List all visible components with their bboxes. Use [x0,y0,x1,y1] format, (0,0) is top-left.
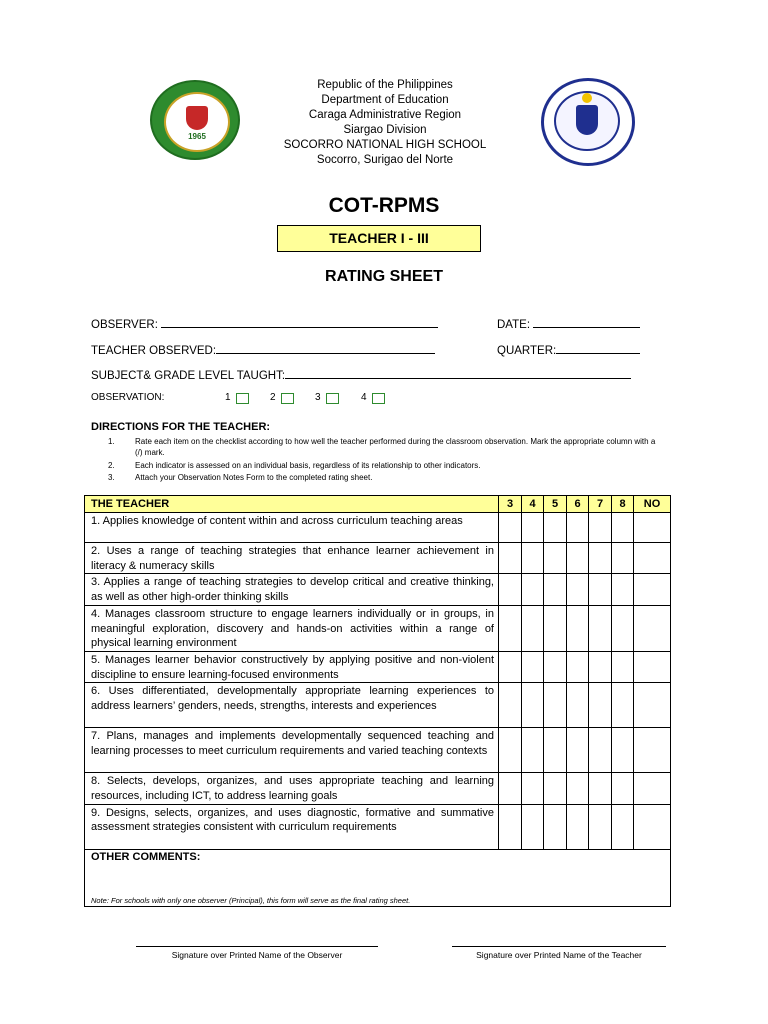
rating-cell[interactable] [634,513,671,543]
rating-cell[interactable] [634,574,671,605]
date-label: DATE: [497,319,531,331]
rating-cell[interactable] [612,513,634,543]
observer-signature-label: Signature over Printed Name of the Observer [171,950,343,960]
subject-line[interactable] [285,367,631,379]
school-seal-shield-icon [186,106,208,130]
indicator-text: 4. Manages classroom structure to engage learners individually or in groups, in meaningful exploration, discovery and hands-on activities within a range of physical learning environment [85,605,499,651]
table-row [85,543,671,574]
table-row [85,605,671,651]
rating-cell[interactable] [544,513,567,543]
rating-cell[interactable] [634,543,671,574]
observation-checkbox-4[interactable] [372,393,385,404]
header-division: Siargao Division [343,124,427,136]
quarter-line[interactable] [556,342,640,354]
rating-cell[interactable] [589,605,612,651]
indicator-text: 5. Manages learner behavior constructively by applying positive and non-violent discipline to ensure learning-focused environments [85,651,499,682]
column-header-4: 4 [522,496,544,513]
rating-cell[interactable] [567,804,589,849]
comments-row [85,849,671,906]
rating-cell[interactable] [634,651,671,682]
rating-cell[interactable] [544,651,567,682]
rating-cell[interactable] [522,804,544,849]
rating-cell[interactable] [612,683,634,728]
rating-cell[interactable] [522,605,544,651]
rating-cell[interactable] [544,728,567,773]
rating-cell[interactable] [499,728,522,773]
date-field[interactable] [497,316,640,331]
rating-cell[interactable] [612,543,634,574]
table-row [85,728,671,773]
indicator-text: 2. Uses a range of teaching strategies that enhance learner achievement in literacy & numeracy skills [85,543,499,574]
observation-label: OBSERVATION: [91,392,165,403]
direction-number: 3. [108,473,115,482]
rating-cell[interactable] [612,804,634,849]
comments-label: OTHER COMMENTS: [91,850,201,863]
direction-number: 1. [108,437,115,446]
rating-cell[interactable] [589,543,612,574]
rating-sheet-title: RATING SHEET [325,268,443,285]
rating-cell[interactable] [612,773,634,804]
rating-cell[interactable] [589,651,612,682]
teacher-signature-label: Signature over Printed Name of the Teacher [476,950,642,960]
indicator-text: 9. Designs, selects, organizes, and uses diagnostic, formative and summative assessment strategies consistent with curriculum requirements [85,804,499,849]
rating-cell[interactable] [544,574,567,605]
rating-cell[interactable] [589,683,612,728]
observer-line[interactable] [161,316,438,328]
rating-cell[interactable] [567,683,589,728]
rating-cell[interactable] [522,543,544,574]
teacher-level-box: TEACHER I - III [277,225,481,252]
rating-cell[interactable] [589,804,612,849]
column-header-8: 8 [612,496,634,513]
deped-seal-icon [541,78,635,166]
rating-cell[interactable] [522,513,544,543]
observation-option-2-label: 2 [270,392,276,403]
indicator-text: 7. Plans, manages and implements developmentally sequenced teaching and learning processes to meet curriculum requirements and varied teaching contexts [85,728,499,773]
observation-option-1-label: 1 [225,392,231,403]
comments-cell[interactable] [85,849,671,906]
table-row [85,651,671,682]
direction-text: Rate each item on the checklist according to how well the teacher performed during the classroom observation. Mark the appropriate column with a (/) mark. [135,437,656,457]
subject-label: SUBJECT& GRADE LEVEL TAUGHT: [91,370,286,382]
header-department: Department of Education [321,94,449,106]
rating-cell[interactable] [567,651,589,682]
rating-cell[interactable] [544,683,567,728]
observation-checkbox-2[interactable] [281,393,294,404]
rating-cell[interactable] [567,773,589,804]
header-school: SOCORRO NATIONAL HIGH SCHOOL [283,139,487,151]
column-header-7: 7 [589,496,612,513]
school-seal-year: 1965 [188,132,206,141]
rating-cell[interactable] [634,773,671,804]
observer-label: OBSERVER: [91,319,158,331]
indicator-text: 6. Uses differentiated, developmentally appropriate learning experiences to address learners’ genders, needs, strengths, interests and experiences [85,683,499,728]
rating-cell[interactable] [567,513,589,543]
indicator-text: 3. Applies a range of teaching strategies to develop critical and creative thinking, as well as other high-order thinking skills [85,574,499,605]
quarter-label: QUARTER: [497,345,557,357]
table-row [85,574,671,605]
teacher-observed-line[interactable] [216,342,435,354]
rating-cell[interactable] [499,513,522,543]
direction-text: Each indicator is assessed on an individual basis, regardless of its relationship to other indicators. [135,461,481,470]
column-header-no: NO [634,496,671,513]
deped-seal-sun-icon [582,93,592,103]
column-header-6: 6 [567,496,589,513]
observation-checkbox-1[interactable] [236,393,249,404]
rating-cell[interactable] [544,804,567,849]
rating-cell[interactable] [544,605,567,651]
indicator-text: 8. Selects, develops, organizes, and uses appropriate teaching and learning resources, including ICT, to address learning goals [85,773,499,804]
rating-cell[interactable] [589,728,612,773]
indicator-text: 1. Applies knowledge of content within and across curriculum teaching areas [85,513,499,543]
teacher-column-header: THE TEACHER [85,496,499,513]
rating-cell[interactable] [589,773,612,804]
header-region: Caraga Administrative Region [308,109,462,121]
table-row [85,804,671,849]
table-row [85,683,671,728]
rating-cell[interactable] [567,605,589,651]
subject-field[interactable] [91,367,631,382]
rating-cell[interactable] [499,574,522,605]
rating-cell[interactable] [612,574,634,605]
direction-number: 2. [108,461,115,470]
observation-option-4-label: 4 [361,392,367,403]
rating-cell[interactable] [612,651,634,682]
rating-cell[interactable] [522,683,544,728]
rating-cell[interactable] [499,605,522,651]
deped-seal-shield-icon [576,105,598,135]
rating-cell[interactable] [499,651,522,682]
table-row [85,773,671,804]
rating-cell[interactable] [544,773,567,804]
date-line[interactable] [533,316,640,328]
rating-cell[interactable] [522,773,544,804]
rating-table [84,495,671,907]
observation-option-3-label: 3 [315,392,321,403]
rating-cell[interactable] [499,683,522,728]
form-title: COT-RPMS [328,194,440,217]
direction-text: Attach your Observation Notes Form to the completed rating sheet. [135,473,373,482]
rating-cell[interactable] [499,804,522,849]
observation-checkbox-3[interactable] [326,393,339,404]
rating-cell[interactable] [567,574,589,605]
column-header-5: 5 [544,496,567,513]
directions-title: DIRECTIONS FOR THE TEACHER: [91,421,271,433]
rating-cell[interactable] [612,728,634,773]
rating-cell[interactable] [612,605,634,651]
final-rating-note: Note: For schools with only one observer (Principal), this form will serve as the final rating sheet. [91,895,411,905]
header-republic: Republic of the Philippines [317,79,453,91]
header-address: Socorro, Surigao del Norte [316,154,454,166]
rating-cell[interactable] [567,543,589,574]
rating-cell[interactable] [589,513,612,543]
quarter-field[interactable] [497,342,640,357]
rating-cell[interactable] [522,651,544,682]
rating-cell[interactable] [522,574,544,605]
table-header-row [85,496,671,513]
school-seal-inner [164,92,230,152]
deped-seal-ring [554,91,620,151]
observer-field[interactable] [91,316,438,331]
rating-cell[interactable] [544,543,567,574]
indicator-rows [85,513,671,850]
rating-cell[interactable] [522,728,544,773]
teacher-observed-field[interactable] [91,342,435,357]
rating-cell[interactable] [634,605,671,651]
school-seal-icon [150,80,240,160]
rating-cell[interactable] [499,773,522,804]
rating-cell[interactable] [634,804,671,849]
column-header-3: 3 [499,496,522,513]
rating-cell[interactable] [589,574,612,605]
rating-cell[interactable] [567,728,589,773]
rating-cell[interactable] [634,683,671,728]
observer-signature-line[interactable] [136,946,378,947]
rating-cell[interactable] [634,728,671,773]
teacher-signature-line[interactable] [452,946,666,947]
teacher-observed-label: TEACHER OBSERVED: [91,345,217,357]
table-row [85,513,671,543]
rating-cell[interactable] [499,543,522,574]
